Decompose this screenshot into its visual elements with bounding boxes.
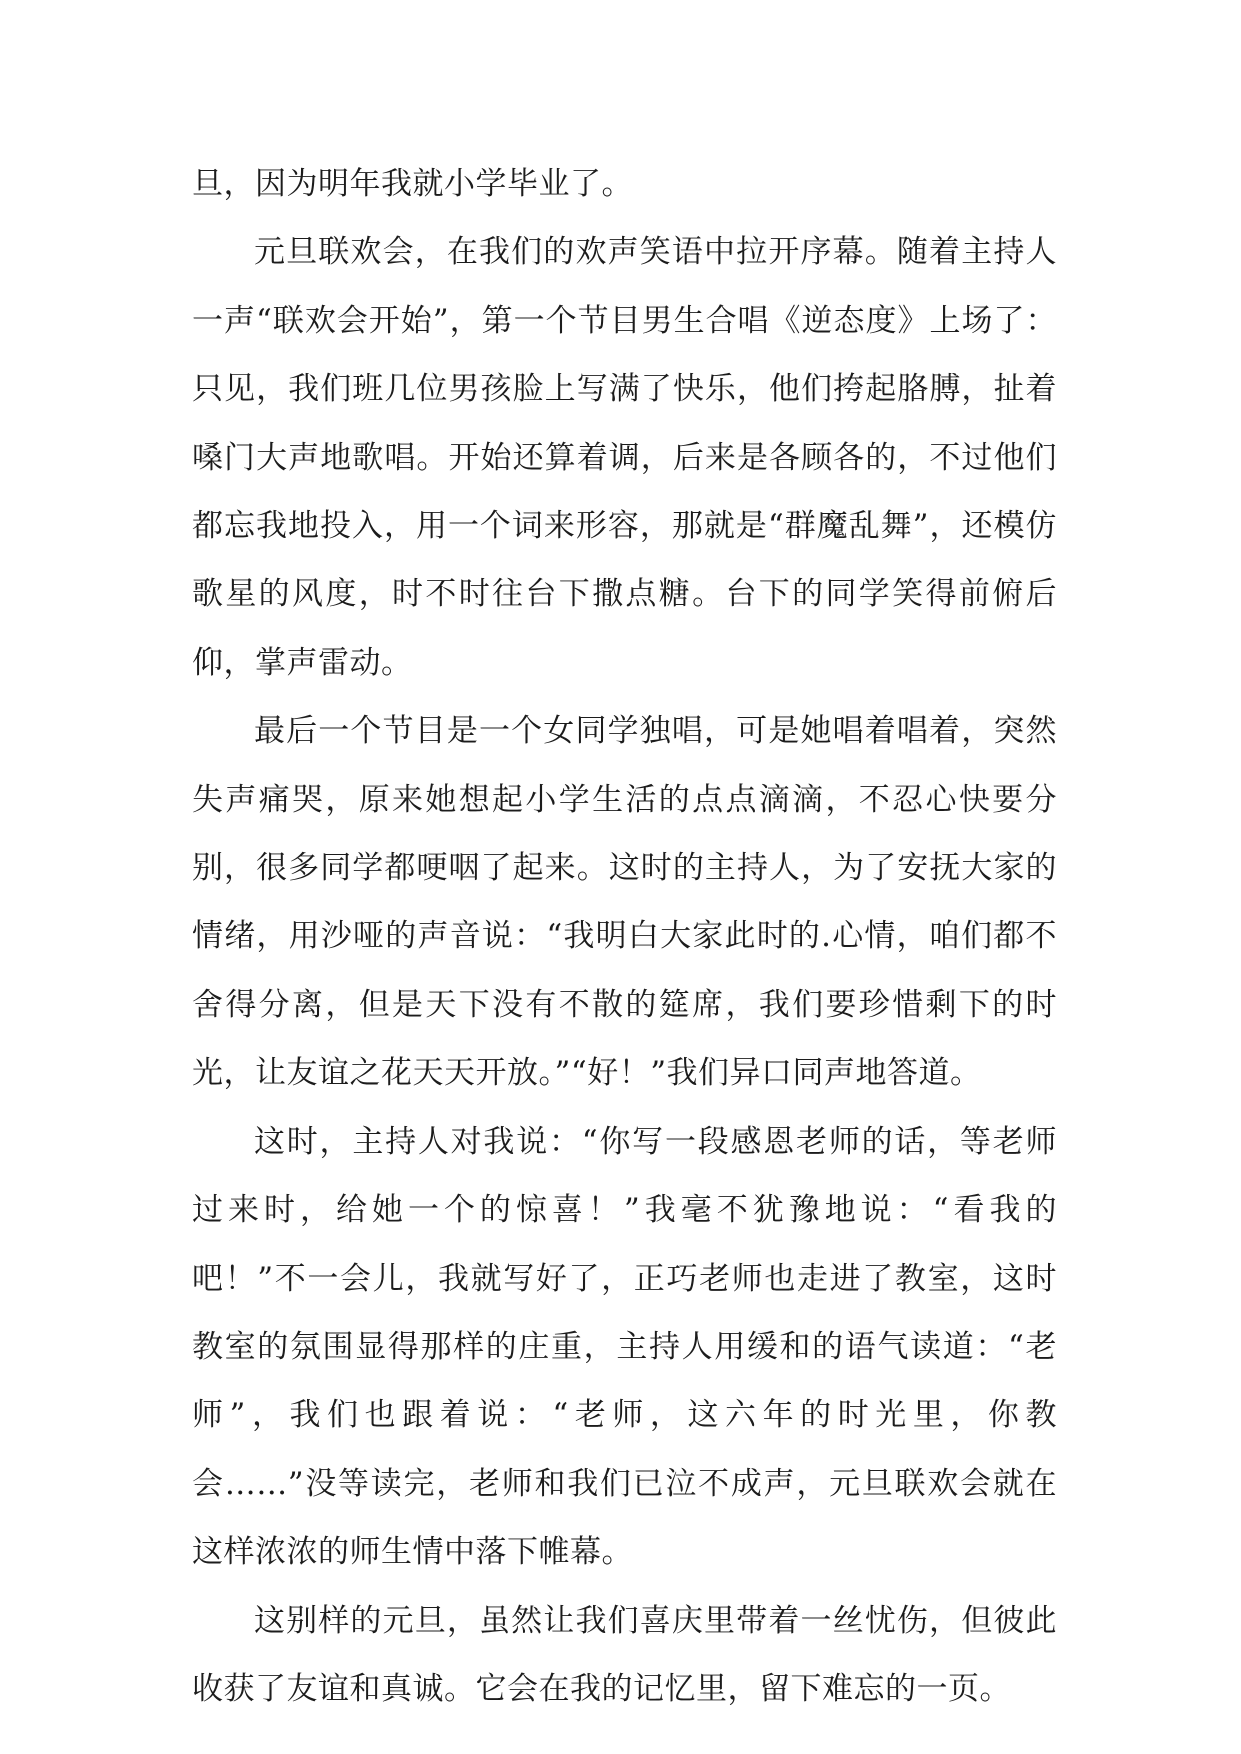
body-text xyxy=(192,150,1057,1723)
paragraph-continuation: 旦，因为明年我就小学毕业了。 xyxy=(192,166,633,202)
paragraph-teacher-thanks: 这时，主持人对我说：“你写一段感恩老师的话，等老师过来时，给她一个的惊喜！”我毫不犹豫地说：“看我的吧！”不一会儿，我就写好了，正巧老师也走进了教室，这时教室的氛围显得那样的庄重，主持人用缓和的语气读道：“老师”，我们也跟着说：“老师，这六年的时光里，你教会……”没等读完，老师和我们已泣不成声，元旦联欢会就在这样浓浓的师生情中落下帷幕。 xyxy=(192,1123,1057,1571)
paragraph-last-performance: 最后一个节目是一个女同学独唱，可是她唱着唱着，突然失声痛哭，原来她想起小学生活的点点滴滴，不忍心快要分别，很多同学都哽咽了起来。这时的主持人，为了安抚大家的情绪，用沙哑的声音说：“我明白大家此时的.心情，咱们都不舍得分离，但是天下没有不散的筵席，我们要珍惜剩下的时光，让友谊之花天天开放。”“好！”我们异口同声地答道。 xyxy=(192,713,1057,1092)
paragraph-conclusion: 这别样的元旦，虽然让我们喜庆里带着一丝忧伤，但彼此收获了友谊和真诚。它会在我的记忆里，留下难忘的一页。 xyxy=(192,1602,1057,1707)
paragraph-party-opening: 元旦联欢会，在我们的欢声笑语中拉开序幕。随着主持人一声“联欢会开始”，第一个节目男生合唱《逆态度》上场了：只见，我们班几位男孩脸上写满了快乐，他们挎起胳膊，扯着嗓门大声地歌唱。开始还算着调，后来是各顾各的，不过他们都忘我地投入，用一个词来形容，那就是“群魔乱舞”，还模仿歌星的风度，时不时往台下撒点糖。台下的同学笑得前俯后仰，掌声雷动。 xyxy=(192,234,1057,681)
